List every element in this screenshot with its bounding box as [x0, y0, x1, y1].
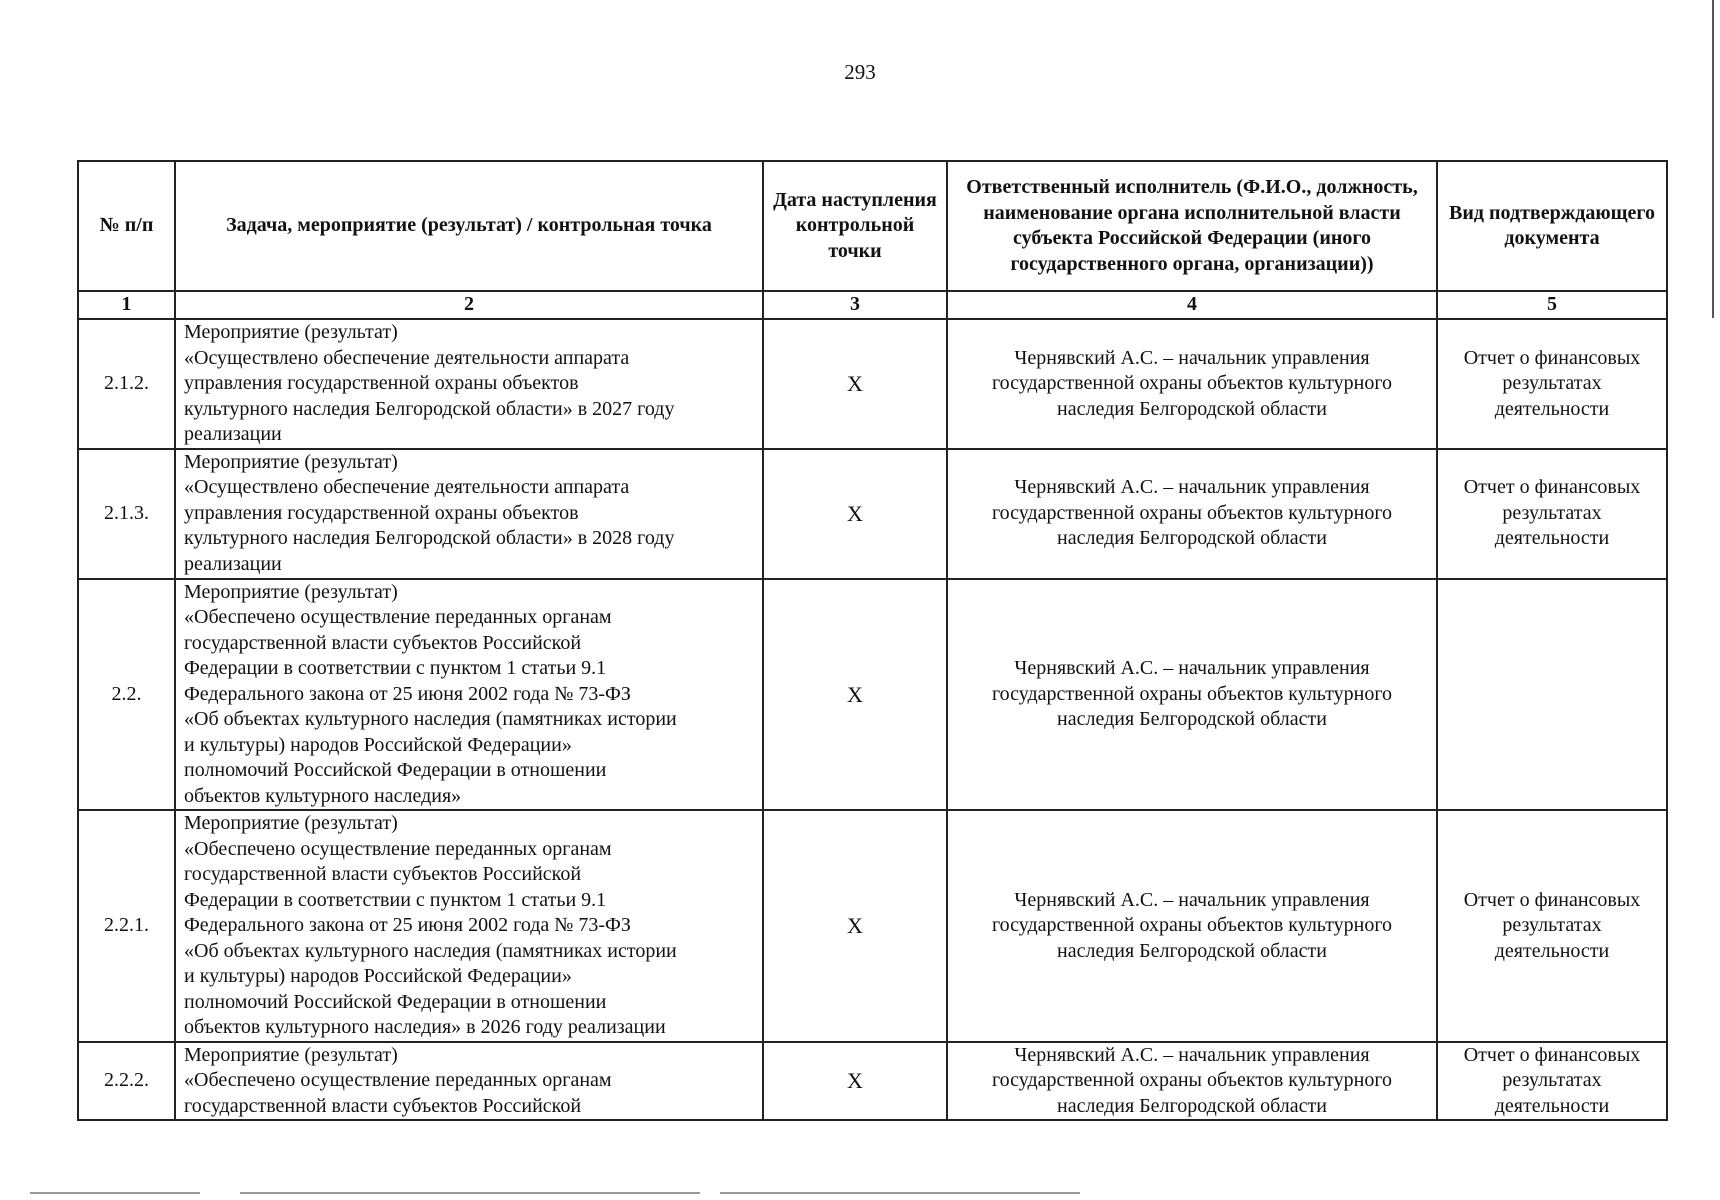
row-number: 2.1.2. [78, 319, 175, 449]
column-numbers-row [78, 291, 1667, 319]
task-line: «Осуществлено обеспечение деятельности аппарата [184, 346, 630, 369]
executor-cell: Чернявский А.С. – начальник управления государственной охраны объектов культурного наследия Белгородской области [947, 579, 1437, 811]
task-line: Федерального закона от 25 июня 2002 года № 73-ФЗ [184, 682, 631, 705]
task-line: и культуры) народов Российской Федерации» [184, 733, 572, 756]
table-row [78, 810, 1667, 1042]
col-number: 1 [78, 291, 175, 319]
task-line: Мероприятие (результат) [184, 321, 398, 343]
task-line: объектов культурного наследия» в 2026 году реализации [184, 1016, 666, 1038]
scan-edge-line [1712, 0, 1714, 318]
executor-cell: Чернявский А.С. – начальник управления государственной охраны объектов культурного наследия Белгородской области [947, 449, 1437, 579]
task-line: реализации [184, 552, 282, 575]
date-cell: X [763, 579, 947, 811]
task-line: и культуры) народов Российской Федерации» [184, 965, 572, 987]
document-type-cell: Отчет о финансовых результатах деятельности [1437, 449, 1667, 579]
task-line: государственной власти субъектов Российской [184, 1094, 582, 1117]
page-number: 293 [844, 60, 876, 84]
col-number: 2 [175, 291, 763, 319]
task-line: Федерации в соответствии с пунктом 1 статьи 9.1 [184, 657, 607, 679]
task-cell [175, 579, 763, 811]
table-row [78, 449, 1667, 579]
table-row [78, 319, 1667, 449]
task-line: «Осуществлено обеспечение деятельности аппарата [184, 476, 630, 499]
task-line: Мероприятие (результат) [184, 580, 398, 603]
task-line: «Обеспечено осуществление переданных органам [184, 606, 612, 628]
executor-cell: Чернявский А.С. – начальник управления государственной охраны объектов культурного наследия Белгородской области [947, 1042, 1437, 1121]
task-line: государственной власти субъектов Российской [184, 631, 582, 654]
header-num: № п/п [78, 161, 175, 291]
header-executor: Ответственный исполнитель (Ф.И.О., должность, наименование органа исполнительной власти субъекта Российской Федерации (иного государственного органа, организации)) [947, 161, 1437, 291]
control-points-table [77, 160, 1668, 1121]
document-type-cell: Отчет о финансовых результатах деятельности [1437, 319, 1667, 449]
task-line: «Обеспечено осуществление переданных органам [184, 837, 612, 860]
scan-bottom-marks [0, 1192, 1720, 1194]
row-number: 2.2.1. [78, 810, 175, 1042]
task-line: полномочий Российской Федерации в отношении [184, 990, 607, 1013]
date-cell: X [763, 810, 947, 1042]
task-cell [175, 810, 763, 1042]
header-row [78, 161, 1667, 291]
document-type-cell: Отчет о финансовых результатах деятельности [1437, 1042, 1667, 1121]
col-number: 3 [763, 291, 947, 319]
task-line: культурного наследия Белгородской области» в 2027 году [184, 397, 675, 420]
executor-cell: Чернявский А.С. – начальник управления государственной охраны объектов культурного наследия Белгородской области [947, 810, 1437, 1042]
date-cell: X [763, 319, 947, 449]
document-type-cell: Отчет о финансовых результатах деятельности [1437, 810, 1667, 1042]
header-date: Дата наступления контрольной точки [763, 161, 947, 291]
task-line: полномочий Российской Федерации в отношении [184, 759, 607, 781]
task-line: управления государственной охраны объектов [184, 501, 579, 524]
task-cell [175, 319, 763, 449]
row-number: 2.2.2. [78, 1042, 175, 1121]
task-line: реализации [184, 423, 282, 445]
col-number: 5 [1437, 291, 1667, 319]
task-line: Мероприятие (результат) [184, 812, 398, 834]
task-line: культурного наследия Белгородской области» в 2028 году [184, 527, 675, 550]
document-type-cell [1437, 579, 1667, 811]
header-doc: Вид подтверждающего документа [1437, 161, 1667, 291]
task-line: «Обеспечено осуществление переданных органам [184, 1069, 612, 1091]
executor-cell: Чернявский А.С. – начальник управления государственной охраны объектов культурного наследия Белгородской области [947, 319, 1437, 449]
date-cell: X [763, 449, 947, 579]
task-line: Мероприятие (результат) [184, 450, 398, 473]
task-line: государственной власти субъектов Российской [184, 863, 582, 885]
table-row [78, 579, 1667, 811]
task-cell [175, 449, 763, 579]
task-line: Мероприятие (результат) [184, 1043, 398, 1066]
task-line: «Об объектах культурного наследия (памятниках истории [184, 708, 677, 730]
task-line: Федерального закона от 25 июня 2002 года № 73-ФЗ [184, 914, 631, 936]
header-task: Задача, мероприятие (результат) / контрольная точка [175, 161, 763, 291]
table-row [78, 1042, 1667, 1121]
date-cell: X [763, 1042, 947, 1121]
task-cell [175, 1042, 763, 1121]
task-line: «Об объектах культурного наследия (памятниках истории [184, 939, 677, 962]
task-line: объектов культурного наследия» [184, 784, 462, 807]
task-line: управления государственной охраны объектов [184, 372, 579, 394]
row-number: 2.1.3. [78, 449, 175, 579]
task-line: Федерации в соответствии с пунктом 1 статьи 9.1 [184, 888, 607, 911]
col-number: 4 [947, 291, 1437, 319]
row-number: 2.2. [78, 579, 175, 811]
